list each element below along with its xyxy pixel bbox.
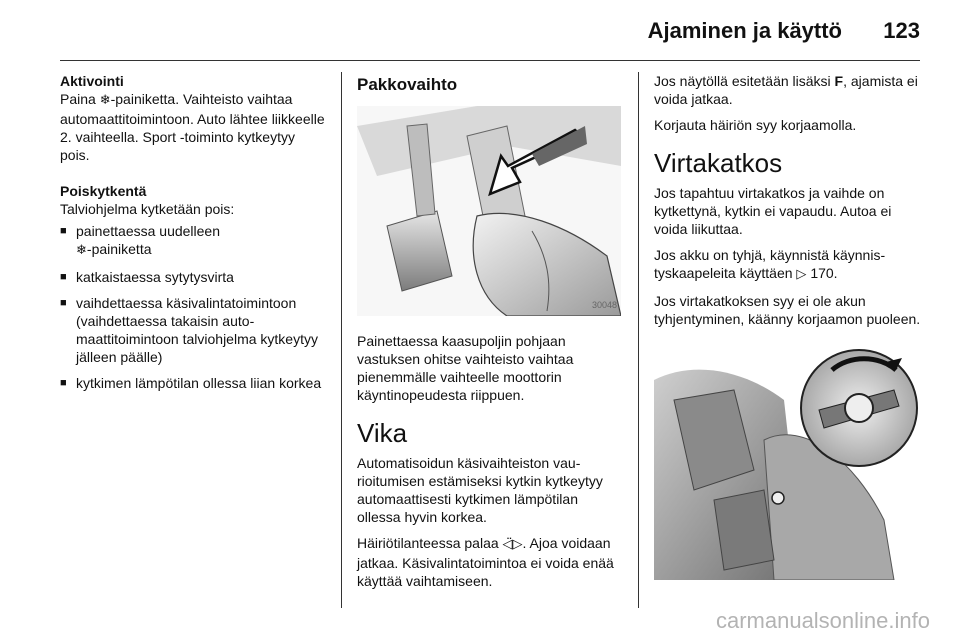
column-3: [654, 72, 922, 596]
header-title: Ajaminen ja käyttö: [647, 18, 842, 43]
list-item: ■ katkaistaessa sytytysvirta: [60, 268, 328, 286]
page-number: 123: [883, 18, 920, 43]
repair-text: Korjauta häiriön syy korjaamolla.: [654, 117, 857, 133]
kickdown-text: Painettaessa kaasupoljin pohjaan vastuksen ohitse vaihteisto vaihtaa pienemmälle vaihteelle moottorin käyntinopeudesta riippuen.: [357, 333, 574, 403]
f-display-text: Jos näytöllä esitetään lisäksi F, ajamista ei voida jatkaa.: [654, 73, 918, 107]
power-heading: Virtakatkos: [654, 148, 783, 178]
gearbox-warning-icon: ◁̈▷: [502, 537, 523, 552]
snowflake-icon: ❄: [99, 93, 111, 108]
engine-bay-illustration: [654, 340, 918, 580]
page-reference-icon: ▷: [796, 267, 807, 282]
power-text: Jos tapahtuu virtakatkos ja vaihde on kytkettynä, kytkin ei vapaudu. Autoa ei voida liikuttaa.: [654, 185, 892, 237]
activation-heading: Aktivointi: [60, 73, 124, 89]
battery-text: Jos akku on tyhjä, käynnistä käynnistyskaapeleita käyttäen ▷ 170.: [654, 247, 886, 282]
activation-text: Paina ❄-painiketta. Vaihteisto vaihtaa automaattitoimintoon. Auto lähtee liikkeelle 2. vaihteella. Sport -toiminto kytkeytyy pois.: [60, 91, 325, 163]
column-1: [60, 72, 328, 400]
kickdown-figure: [357, 106, 621, 316]
deactivation-heading: Poiskytkentä: [60, 183, 147, 199]
fault-text: Automatisoidun käsivaihteiston vaurioitumisen estämiseksi kytkin kytkeytyy automaattisesti kytkimen lämpötilan ollessa hyvin korkea.: [357, 455, 603, 525]
snowflake-icon: ❄: [76, 243, 87, 258]
list-item: ■ vaihdettaessa käsivalintatoimintoon (vaihdettaessa takaisin automaattitoimintoon talviohjelma kytkeytyy jälleen päälle): [60, 294, 328, 366]
watermark: carmanualsonline.info: [715, 608, 930, 633]
deactivation-list: [60, 222, 328, 392]
pedal-illustration: [357, 106, 621, 316]
kickdown-heading: Pakkovaihto: [357, 75, 458, 94]
gearbox-figure: [654, 340, 918, 580]
figure-number: 30048: [591, 300, 617, 310]
header-rule: [60, 60, 920, 61]
column-divider-1: [341, 72, 342, 608]
list-item: ■ kytkimen lämpötilan ollessa liian korkea: [60, 374, 328, 392]
list-item: ■ painettaessa uudelleen ❄-painiketta: [60, 222, 328, 260]
fault-heading: Vika: [357, 418, 408, 448]
column-divider-2: [638, 72, 639, 608]
fault-text-2: Häiriötilanteessa palaa ◁̈▷. Ajoa voidaan jatkaa. Käsivalintatoimintoa ei voida enää käyttää vaihtamiseen.: [357, 535, 614, 589]
column-2: [357, 72, 625, 598]
deactivation-intro: Talviohjelma kytketään pois:: [60, 201, 235, 217]
cause-text: Jos virtakatkoksen syy ei ole akun tyhjentyminen, käänny korjaamon puoleen.: [654, 293, 921, 327]
